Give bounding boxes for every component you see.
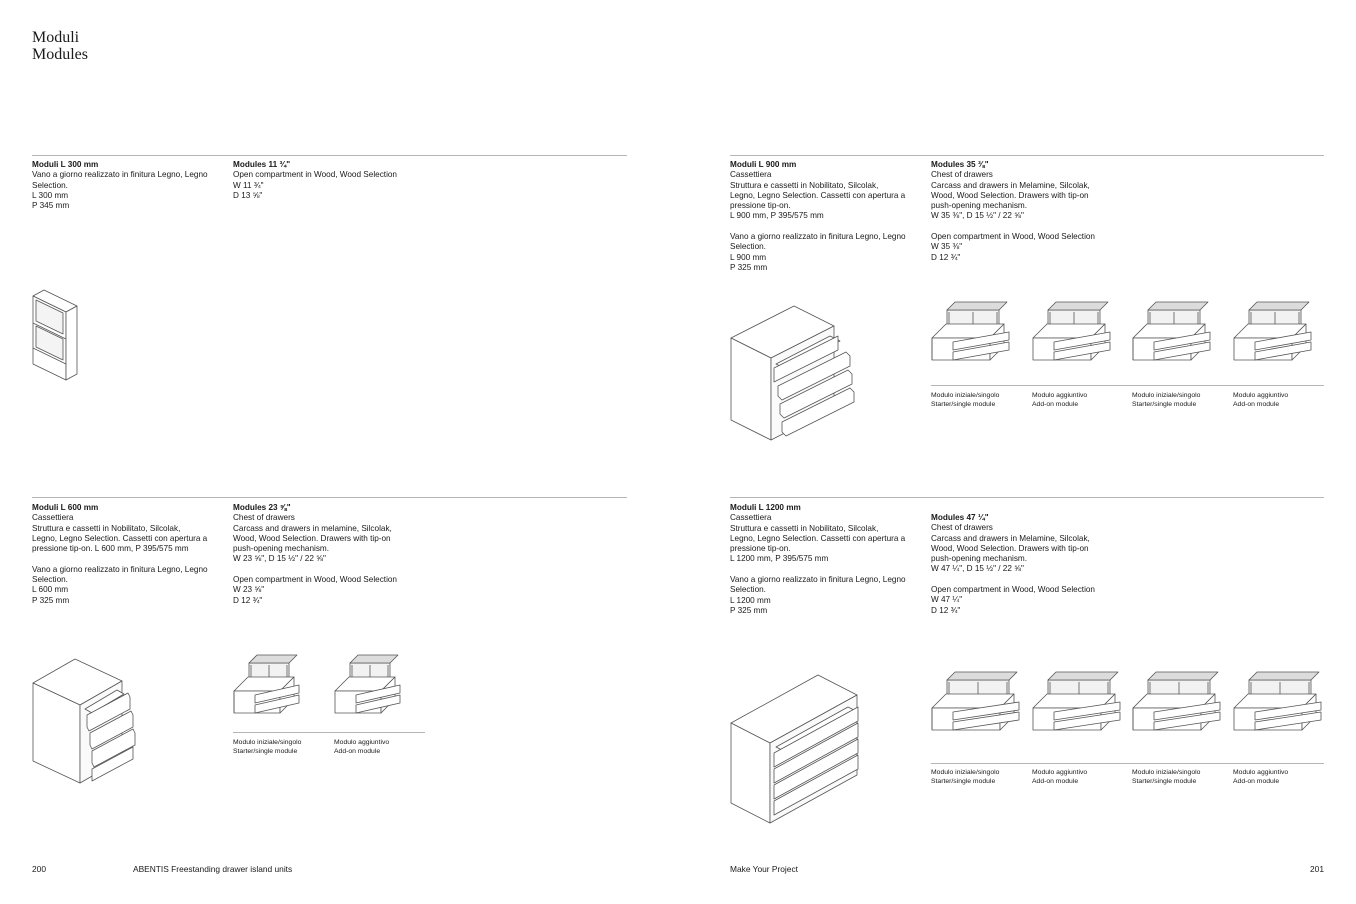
chest-of-drawers-600-drawing bbox=[32, 657, 137, 787]
section-900-italian bbox=[730, 160, 925, 273]
caption-addon: Modulo aggiuntivo Add-on module bbox=[1032, 392, 1088, 408]
open-compartment-drawing bbox=[32, 288, 82, 383]
spec-line: P 345 mm bbox=[32, 201, 70, 211]
spec-line: Vano a giorno realizzato in finitura Legno, Legno bbox=[730, 575, 906, 585]
caption-starter: Modulo iniziale/singolo Starter/single module bbox=[233, 739, 302, 755]
footer-title-left: ABENTIS Freestanding drawer island units bbox=[133, 864, 293, 874]
spec-line: Chest of drawers bbox=[931, 523, 993, 533]
spec-line: Selection. bbox=[32, 180, 68, 190]
caption-addon: Modulo aggiuntivo Add-on module bbox=[1233, 392, 1289, 408]
section-1200-english bbox=[931, 513, 1126, 616]
spec-line bbox=[931, 222, 1126, 232]
section-divider bbox=[730, 497, 1324, 498]
spec-line: L 300 mm bbox=[32, 190, 69, 200]
addon-module-drawing bbox=[1032, 674, 1124, 754]
spec-line bbox=[32, 554, 227, 564]
caption-starter: Modulo iniziale/singolo Starter/single module bbox=[1132, 392, 1201, 408]
spec-line: Carcass and drawers in Melamine, Silcolak, bbox=[931, 180, 1090, 190]
spec-line: D 13 ⅝" bbox=[233, 190, 263, 200]
spec-line: Struttura e cassetti in Nobilitato, Silcolak, bbox=[730, 523, 879, 533]
addon-module-drawing bbox=[1233, 304, 1315, 384]
caption-starter: Modulo iniziale/singolo Starter/single module bbox=[1132, 769, 1201, 785]
spec-line: W 35 ⅜" bbox=[931, 242, 963, 252]
spec-line: Vano a giorno realizzato in finitura Legno, Legno bbox=[730, 232, 906, 242]
spec-line: Selection. bbox=[32, 575, 68, 585]
section-divider bbox=[730, 155, 1324, 156]
section-heading: Modules 35 ⅜" bbox=[931, 160, 989, 169]
starter-module-drawing bbox=[1132, 304, 1214, 384]
addon-module-drawing bbox=[1032, 304, 1114, 384]
caption-divider bbox=[931, 385, 1324, 386]
section-heading: Modules 11 ¾" bbox=[233, 160, 291, 169]
spec-line: W 47 ¼" bbox=[931, 595, 963, 605]
spec-line bbox=[730, 565, 925, 575]
spec-line: W 23 ⅝", D 15 ½" / 22 ⅝" bbox=[233, 554, 326, 564]
spec-line: W 11 ¾" bbox=[233, 180, 264, 190]
spec-line: Struttura e cassetti in Nobilitato, Silcolak, bbox=[730, 180, 879, 190]
spec-line: Chest of drawers bbox=[233, 513, 295, 523]
footer-title-right: Make Your Project bbox=[730, 864, 798, 874]
starter-module-drawing bbox=[233, 657, 303, 737]
spec-line: D 12 ¾" bbox=[931, 252, 961, 262]
chest-of-drawers-900-drawing bbox=[730, 304, 855, 444]
spec-line: W 23 ⅝" bbox=[233, 585, 265, 595]
spec-line: push-opening mechanism. bbox=[233, 544, 330, 554]
spec-line: Vano a giorno realizzato in finitura Legno, Legno bbox=[32, 564, 208, 574]
section-900-english bbox=[931, 160, 1126, 263]
spec-line: Carcass and drawers in melamine, Silcolak, bbox=[233, 523, 392, 533]
spec-line: P 325 mm bbox=[32, 595, 70, 605]
spec-line: Struttura e cassetti in Nobilitato, Silcolak, bbox=[32, 523, 181, 533]
section-1200-italian bbox=[730, 503, 925, 616]
spec-line: Selection. bbox=[730, 242, 766, 252]
spec-line: W 47 ¼", D 15 ½" / 22 ⅝" bbox=[931, 564, 1024, 574]
spec-line: D 12 ¾" bbox=[931, 605, 961, 615]
section-heading: Moduli L 900 mm bbox=[730, 160, 797, 169]
caption-divider bbox=[233, 732, 425, 733]
spec-line: L 1200 mm bbox=[730, 595, 771, 605]
section-300-italian bbox=[32, 160, 227, 211]
caption-starter: Modulo iniziale/singolo Starter/single module bbox=[931, 769, 1000, 785]
spec-line: Selection. bbox=[730, 585, 766, 595]
chest-of-drawers-1200-drawing bbox=[730, 673, 860, 825]
spec-line: W 35 ⅜", D 15 ½" / 22 ⅝" bbox=[931, 211, 1024, 221]
spec-line: Legno, Legno Selection. Cassetti con apertura a bbox=[730, 533, 906, 543]
spec-line: Cassettiera bbox=[730, 513, 772, 523]
starter-module-drawing bbox=[931, 674, 1023, 754]
section-divider bbox=[32, 155, 627, 156]
spec-line: D 12 ¾" bbox=[233, 595, 263, 605]
spec-line: Open compartment in Wood, Wood Selection bbox=[233, 575, 397, 585]
page-number-right: 201 bbox=[1310, 864, 1324, 874]
page-title bbox=[32, 29, 88, 63]
spec-line: Legno, Legno Selection. Cassetti con apertura a bbox=[730, 190, 906, 200]
section-600-italian bbox=[32, 503, 227, 606]
section-heading: Modules 47 ¼" bbox=[931, 513, 989, 522]
caption-addon: Modulo aggiuntivo Add-on module bbox=[1233, 769, 1289, 785]
spec-line bbox=[233, 565, 428, 575]
spec-line: Wood, Wood Selection. Drawers with tip-on bbox=[931, 190, 1089, 200]
spec-line: Open compartment in Wood, Wood Selection bbox=[233, 170, 397, 180]
section-heading: Modules 23 ⅝" bbox=[233, 503, 291, 512]
spec-line bbox=[931, 575, 1126, 585]
spec-line: Open compartment in Wood, Wood Selection bbox=[931, 232, 1095, 242]
addon-module-drawing bbox=[1233, 674, 1325, 754]
spec-line: pressione tip-on. bbox=[730, 201, 791, 211]
section-heading: Moduli L 300 mm bbox=[32, 160, 99, 169]
section-heading: Moduli L 600 mm bbox=[32, 503, 99, 512]
spec-line: Carcass and drawers in Melamine, Silcolak, bbox=[931, 533, 1090, 543]
spec-line: P 325 mm bbox=[730, 262, 768, 272]
spec-line: push-opening mechanism. bbox=[931, 554, 1028, 564]
starter-module-drawing bbox=[931, 304, 1013, 384]
spec-line: Cassettiera bbox=[730, 170, 772, 180]
spec-line: L 900 mm bbox=[730, 252, 767, 262]
caption-starter: Modulo iniziale/singolo Starter/single module bbox=[931, 392, 1000, 408]
section-300-english bbox=[233, 160, 428, 201]
spec-line: Open compartment in Wood, Wood Selection bbox=[931, 585, 1095, 595]
spec-line: Chest of drawers bbox=[931, 170, 993, 180]
spec-line: Wood, Wood Selection. Drawers with tip-on bbox=[233, 533, 391, 543]
spec-line: P 325 mm bbox=[730, 605, 768, 615]
caption-divider bbox=[931, 763, 1324, 764]
section-divider bbox=[32, 497, 627, 498]
addon-module-drawing bbox=[334, 657, 404, 737]
page-number-left: 200 bbox=[32, 864, 46, 874]
spec-line: L 900 mm, P 395/575 mm bbox=[730, 211, 824, 221]
spec-line: Cassettiera bbox=[32, 513, 74, 523]
title-italian: Moduli bbox=[32, 29, 80, 46]
spec-line: L 1200 mm, P 395/575 mm bbox=[730, 554, 829, 564]
spec-line: pressione tip-on. bbox=[730, 544, 791, 554]
section-600-english bbox=[233, 503, 428, 606]
spec-line: pressione tip-on. L 600 mm, P 395/575 mm bbox=[32, 544, 189, 554]
spec-line: Wood, Wood Selection. Drawers with tip-on bbox=[931, 543, 1089, 553]
caption-addon: Modulo aggiuntivo Add-on module bbox=[1032, 769, 1088, 785]
spec-line: Legno, Legno Selection. Cassetti con apertura a bbox=[32, 533, 208, 543]
caption-addon: Modulo aggiuntivo Add-on module bbox=[334, 739, 390, 755]
spec-line: push-opening mechanism. bbox=[931, 201, 1028, 211]
section-heading: Moduli L 1200 mm bbox=[730, 503, 801, 512]
spec-line: L 600 mm bbox=[32, 585, 69, 595]
spec-line bbox=[730, 222, 925, 232]
title-english: Modules bbox=[32, 46, 88, 63]
spec-line: Vano a giorno realizzato in finitura Legno, Legno bbox=[32, 170, 208, 180]
starter-module-drawing bbox=[1132, 674, 1224, 754]
